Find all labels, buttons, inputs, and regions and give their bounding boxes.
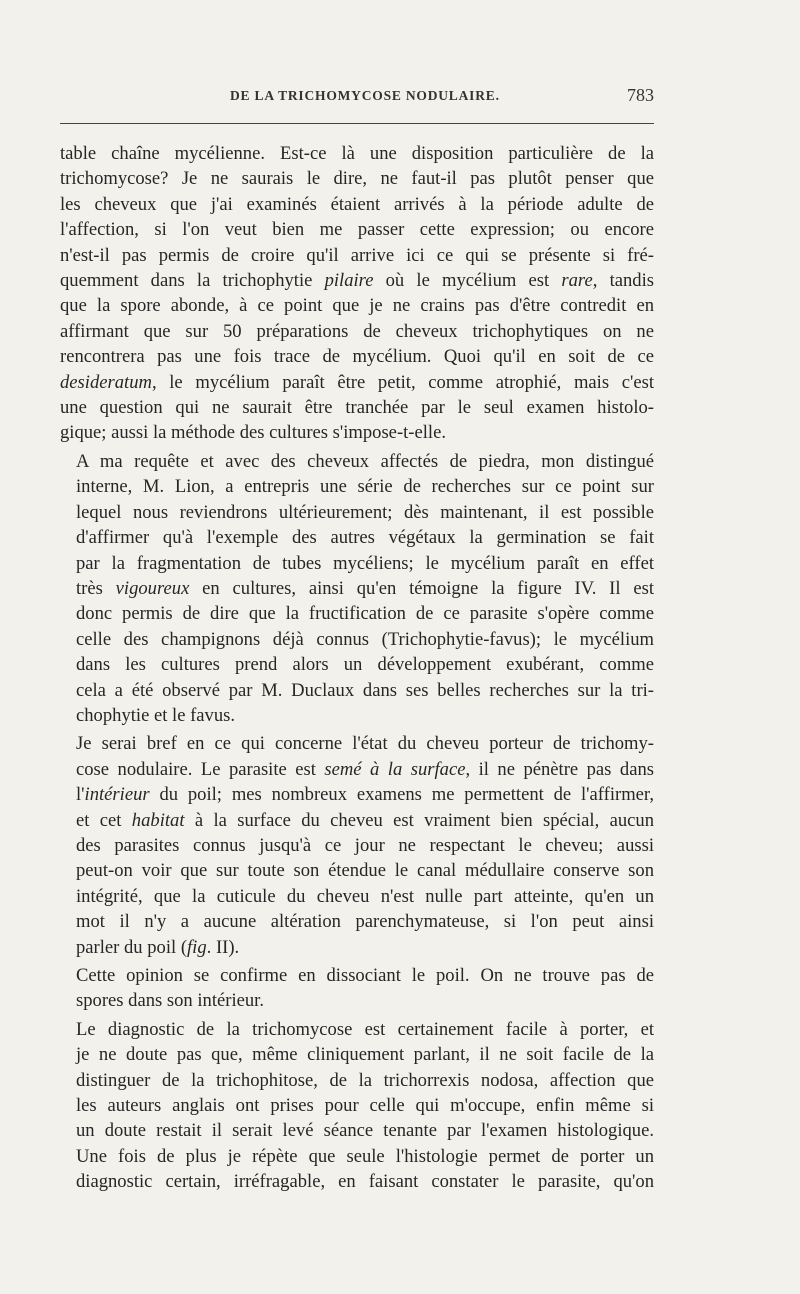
- text-line: diagnostic certain, irréfragable, en faisant constater le parasite, qu'on: [76, 1171, 654, 1193]
- text-run: quemment dans la trichophytie: [60, 270, 325, 292]
- text-line: [60, 757, 654, 782]
- text-line: table chaîne mycélienne. Est-ce là une disposition particulière de la: [60, 143, 654, 164]
- italic-term: semé à la surface: [324, 758, 466, 780]
- text-run: . II).: [206, 936, 240, 958]
- text-line: mot il n'y a aucune altération parenchymateuse, si l'on peut ainsi: [76, 911, 654, 933]
- paragraph-1: [60, 141, 654, 446]
- text-line: Une fois de plus je répète que seule l'histologie permet de porter un: [76, 1145, 654, 1167]
- text-line: les auteurs anglais ont prises pour celle qui m'occupe, enfin même si: [76, 1095, 654, 1117]
- text-run: très: [76, 577, 116, 599]
- page-body: [60, 141, 654, 1195]
- text-run: cose nodulaire. Le parasite est: [76, 758, 325, 780]
- italic-term: vigoureux: [115, 577, 190, 599]
- text-line: [60, 268, 654, 293]
- text-line: [60, 576, 654, 601]
- text-line: lequel nous reviendrons ultérieurement; dès maintenant, il est possible: [76, 501, 654, 523]
- text-line: [60, 782, 654, 807]
- text-run: où le mycélium est: [373, 270, 562, 292]
- text-line: trichomycose? Je ne saurais le dire, ne faut-il pas plutôt penser que: [60, 168, 654, 190]
- text-line: dans les cultures prend alors un développement exubérant, comme: [76, 654, 654, 676]
- text-line: n'est-il pas permis de croire qu'il arrive ici ce qui se présente si fré-: [60, 244, 654, 266]
- text-line: rencontrera pas une fois trace de mycélium. Quoi qu'il en soit de ce: [60, 346, 654, 368]
- text-run: à la surface du cheveu est vraiment bien spécial, aucun: [184, 809, 654, 831]
- italic-term: habitat: [131, 809, 185, 831]
- text-line: une question qui ne saurait être tranchée par le seul examen histolo-: [60, 397, 654, 419]
- italic-term: desideratum: [60, 371, 152, 393]
- text-line: d'affirmer qu'à l'exemple des autres végétaux la germination se fait: [76, 527, 654, 549]
- page-header: [60, 85, 654, 114]
- text-run: en cultures, ainsi qu'en témoigne la figure IV. Il est: [189, 577, 655, 599]
- paragraph-3: [60, 731, 654, 960]
- text-line: Je serai bref en ce qui concerne l'état du cheveu porteur de trichomy-: [76, 733, 654, 755]
- text-run: et cet: [76, 809, 132, 831]
- text-line: [60, 370, 654, 395]
- text-line: que la spore abonde, à ce point que je ne crains pas d'être contredit en: [60, 295, 654, 317]
- text-line: gique; aussi la méthode des cultures s'impose-t-elle.: [60, 422, 446, 444]
- text-line: A ma requête et avec des cheveux affectés de piedra, mon distingué: [76, 450, 654, 472]
- text-line: cela a été observé par M. Duclaux dans ses belles recherches sur la tri-: [76, 679, 654, 701]
- text-line: spores dans son intérieur.: [76, 990, 264, 1012]
- text-line: je ne doute pas que, même cliniquement parlant, il ne soit facile de la: [76, 1044, 654, 1066]
- text-line: un doute restait il serait levé séance tenante par l'examen histologique.: [76, 1120, 654, 1142]
- text-run: , il ne pénètre pas dans: [465, 758, 654, 780]
- text-line: Cette opinion se confirme en dissociant le poil. On ne trouve pas de: [76, 965, 654, 986]
- text-line: peut-on voir que sur toute son étendue le canal médullaire conserve son: [76, 860, 654, 882]
- text-run: , le mycélium paraît être petit, comme atrophié, mais c'est: [151, 371, 654, 393]
- text-run: , tandis: [592, 270, 654, 292]
- text-line: [60, 808, 654, 833]
- text-run: l': [76, 784, 85, 806]
- text-line: [60, 935, 654, 960]
- header-rule: [60, 123, 654, 124]
- paragraph-2: [60, 449, 654, 728]
- text-run: du poil; mes nombreux examens me permettent de l'affirmer,: [149, 784, 654, 806]
- italic-term: pilaire: [324, 270, 374, 292]
- text-run: parler du poil (: [76, 936, 188, 958]
- text-line: l'affection, si l'on veut bien me passer cette expression; ou encore: [60, 219, 654, 241]
- paragraph-4: [60, 963, 654, 1014]
- italic-term: fig: [187, 936, 207, 958]
- running-title: DE LA TRICHOMYCOSE NODULAIRE.: [230, 88, 500, 103]
- text-line: par la fragmentation de tubes mycéliens; le mycélium paraît en effet: [76, 552, 654, 574]
- text-line: affirmant que sur 50 préparations de cheveux trichophytiques on ne: [60, 320, 654, 342]
- page-number: 783: [627, 85, 654, 105]
- text-line: interne, M. Lion, a entrepris une série de recherches sur ce point sur: [76, 476, 654, 498]
- paragraph-5: [60, 1017, 654, 1195]
- text-line: Le diagnostic de la trichomycose est certainement facile à porter, et: [76, 1018, 654, 1040]
- text-line: des parasites connus jusqu'à ce jour ne respectant le cheveu; aussi: [76, 834, 654, 856]
- text-line: intégrité, que la cuticule du cheveu n'est nulle part atteinte, qu'en un: [76, 885, 654, 907]
- italic-term: intérieur: [84, 784, 150, 806]
- italic-term: rare: [561, 270, 593, 292]
- text-line: celle des champignons déjà connus (Trichophytie-favus); le mycélium: [76, 628, 654, 650]
- text-line: distinguer de la trichophitose, de la trichorrexis nodosa, affection que: [76, 1069, 654, 1091]
- text-line: chophytie et le favus.: [76, 704, 236, 726]
- text-line: les cheveux que j'ai examinés étaient arrivés à la période adulte de: [60, 193, 654, 215]
- text-line: donc permis de dire que la fructification de ce parasite s'opère comme: [76, 603, 654, 625]
